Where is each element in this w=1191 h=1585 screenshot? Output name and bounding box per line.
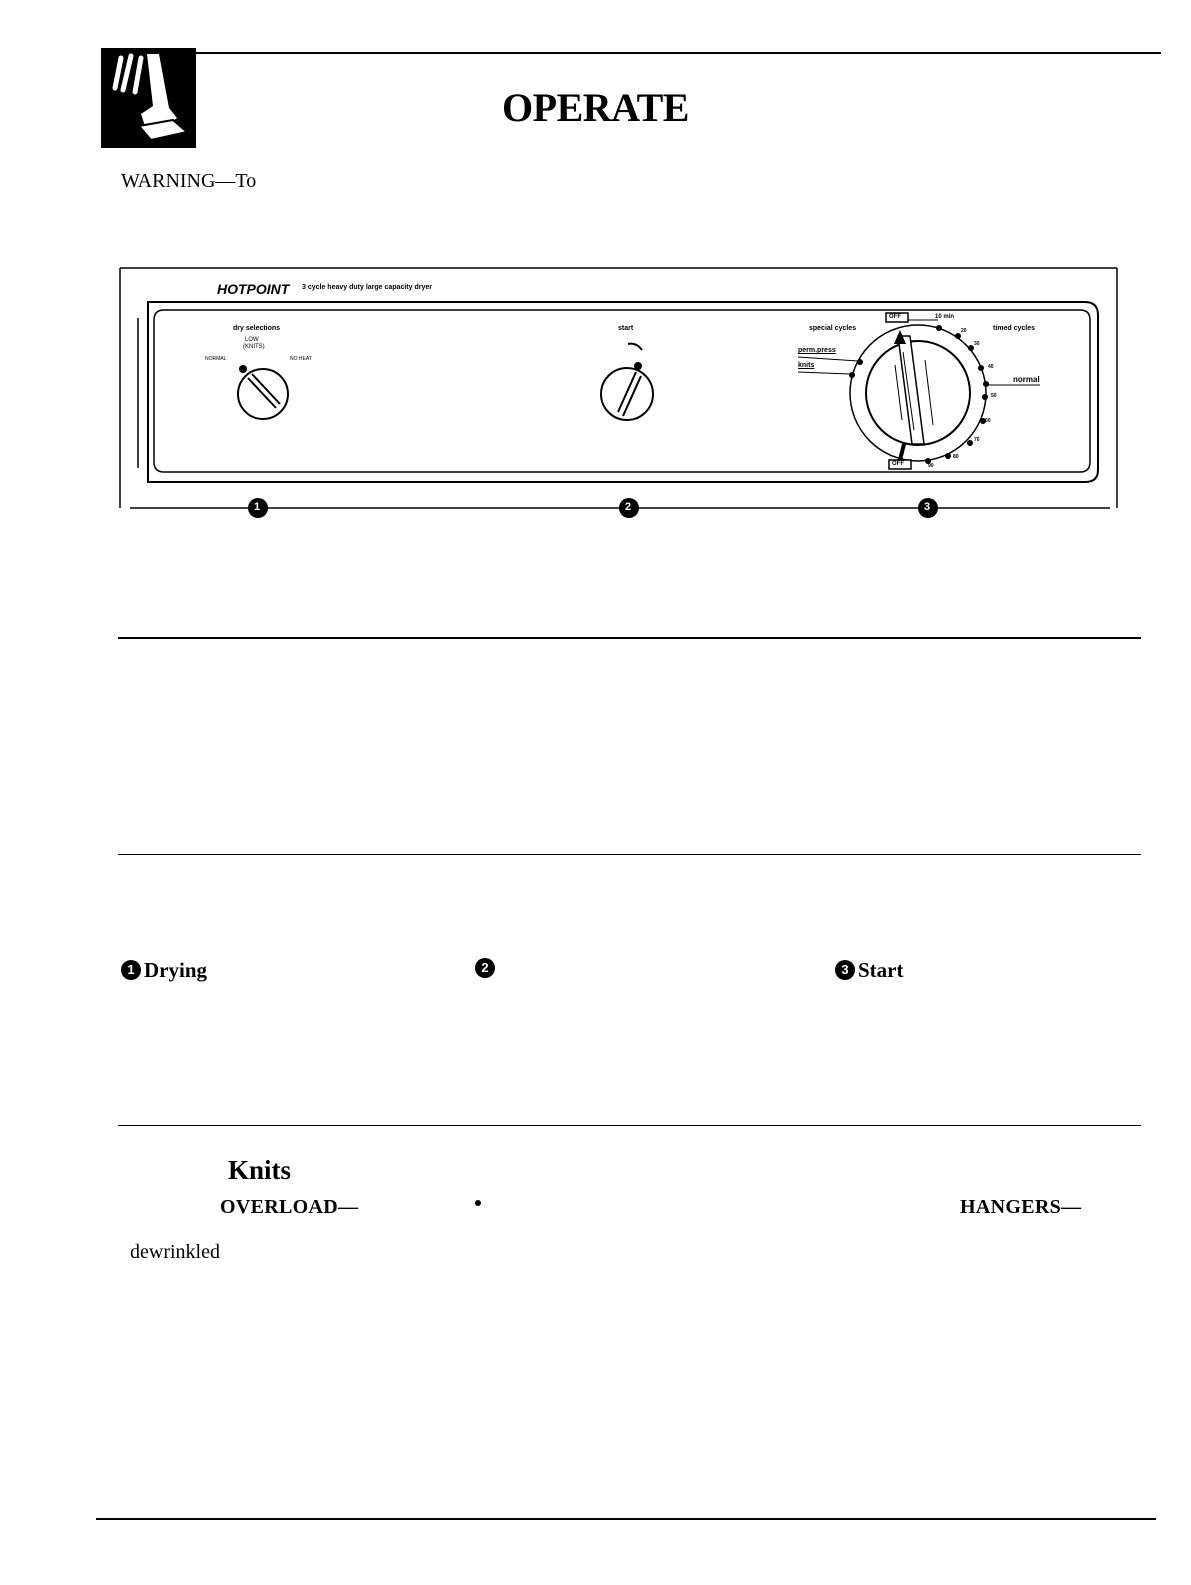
section-2-number-badge: 2 (475, 958, 495, 978)
section-rule-2 (118, 854, 1141, 855)
panel-model-description: 3 cycle heavy duty large capacity dryer (302, 284, 432, 291)
hangers-heading: HANGERS— (960, 1196, 1082, 1218)
overload-heading: OVERLOAD— (220, 1196, 359, 1218)
timer-mark-70: 70 (974, 437, 980, 443)
bullet-dot (475, 1200, 481, 1206)
perm-press-label: perm.press (798, 347, 836, 354)
drying-heading (121, 956, 207, 983)
timer-mark-90: 90 (928, 463, 934, 469)
section-2-heading (475, 954, 495, 979)
warning-text: WARNING—To (121, 170, 257, 192)
timer-mark-20: 20 (961, 328, 967, 334)
knits-cycle-label: knits (798, 362, 815, 369)
panel-brand: HOTPOINT (217, 281, 290, 297)
dry-no-heat-label: NO HEAT (290, 356, 312, 362)
drying-number-badge: 1 (121, 960, 141, 980)
callout-number-2: 2 (625, 501, 632, 513)
dry-low-label: LOW (245, 337, 259, 343)
dewrinkled-text: dewrinkled (130, 1241, 220, 1263)
timer-off-bottom-label: OFF (892, 461, 904, 467)
drying-heading-label: Drying (144, 957, 207, 982)
special-cycles-label: special cycles (809, 325, 857, 332)
timer-mark-40: 40 (988, 364, 994, 370)
timed-cycles-label: timed cycles (993, 325, 1036, 332)
timer-off-top-label: OFF (889, 314, 901, 320)
timer-10-min-label: 10 min (935, 314, 955, 320)
timer-mark-30: 30 (974, 341, 980, 347)
start-number-badge: 3 (835, 960, 855, 980)
section-rule-3 (118, 1125, 1141, 1126)
callout-number-3: 3 (924, 501, 931, 513)
callout-number-1: 1 (254, 501, 261, 513)
start-heading-label: Start (858, 957, 904, 982)
start-heading (835, 956, 904, 983)
footer-rule (96, 1518, 1156, 1520)
dry-selections-label: dry selections (233, 325, 281, 332)
start-knob-label: start (618, 325, 634, 332)
dryer-control-panel (0, 0, 1191, 540)
section-rule-1 (118, 637, 1141, 639)
page-title: OPERATE (502, 85, 689, 130)
dry-normal-label: NORMAL (205, 356, 227, 362)
dry-knits-label: (KNITS) (243, 344, 265, 350)
timer-mark-60: 60 (985, 418, 991, 424)
timer-mark-80: 80 (953, 454, 959, 460)
timer-mark-50: 50 (991, 393, 997, 399)
normal-cycle-label: normal (1013, 375, 1040, 384)
knits-heading: Knits (228, 1155, 292, 1185)
